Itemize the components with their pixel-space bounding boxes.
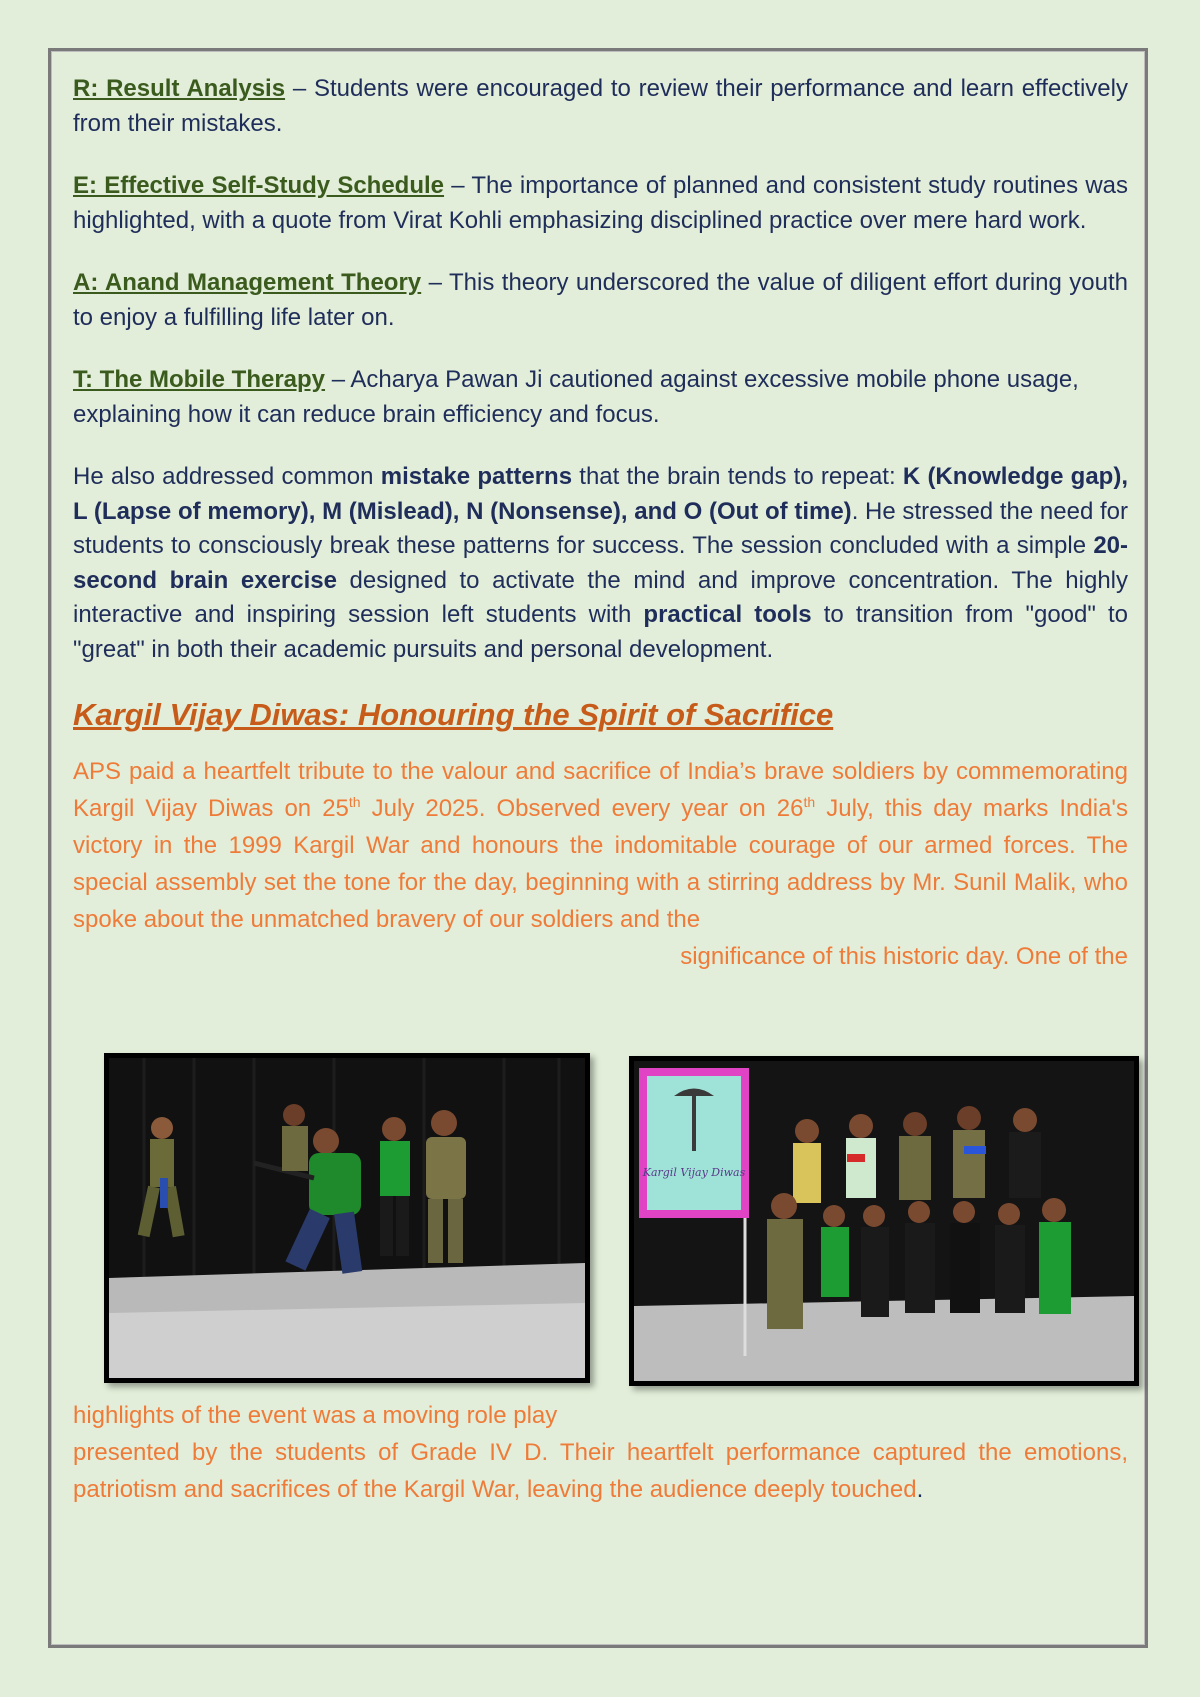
summary-text: He also addressed common bbox=[73, 463, 381, 490]
kargil-continuation bbox=[73, 1397, 1128, 1508]
section-anand-theory bbox=[73, 266, 1128, 335]
kargil-title: Kargil Vijay Diwas: Honouring the Spirit of Sacrifice bbox=[73, 697, 834, 732]
section-heading: R: Result Analysis bbox=[73, 75, 286, 102]
kargil-text: presented by the students of Grade IV D. Their heartfelt performance captured the emotions, patriotism and sacrifices of the Kargil War, leaving the audience deeply touched bbox=[73, 1439, 1128, 1503]
summary-text: to transition from "good" to "great" in both their academic pursuits and personal development. bbox=[73, 601, 1129, 663]
section-text: – Acharya Pawan Ji cautioned against excessive mobile phone usage, explaining how it can reduce brain efficiency and focus. bbox=[73, 366, 1079, 428]
kargil-text: significance of this historic day. One of the bbox=[680, 943, 1128, 970]
section-heading: A: Anand Management Theory bbox=[73, 269, 422, 296]
kargil-period: . bbox=[916, 1476, 924, 1503]
summary-text: that the brain tends to repeat: bbox=[572, 463, 903, 490]
section-text: – The importance of planned and consistent study routines was highlighted, with a quote from Virat Kohli emphasizing disciplined practice over mere hard work. bbox=[73, 172, 1129, 234]
kargil-text: July 2025. Observed every year on 26 bbox=[360, 795, 804, 822]
banner-text: Kargil Vijay Diwas bbox=[642, 1166, 746, 1179]
kargil-line bbox=[73, 1397, 1128, 1434]
kargil-text: highlights of the event was a moving role play bbox=[73, 1402, 558, 1429]
section-self-study bbox=[73, 169, 1128, 238]
main-content bbox=[73, 72, 1128, 975]
ordinal-suffix: th bbox=[348, 794, 361, 810]
photo-role-play bbox=[104, 1053, 590, 1383]
photo-group bbox=[629, 1056, 1139, 1386]
section-mobile-therapy bbox=[73, 363, 1140, 432]
kargil-text: APS paid a heartfelt tribute to the valour and sacrifice of India’s brave soldiers by commemorating Kargil Vijay Diwas on 25 bbox=[73, 758, 1128, 822]
kargil-closing bbox=[73, 1434, 1128, 1508]
summary-paragraph bbox=[73, 460, 1128, 667]
section-heading: E: Effective Self-Study Schedule bbox=[73, 172, 445, 199]
kargil-line-right bbox=[73, 938, 1128, 975]
section-text: – Students were encouraged to review their performance and learn effectively from their mistakes. bbox=[73, 75, 1128, 137]
summary-bold: 20-second brain exercise bbox=[73, 532, 1128, 594]
kargil-text: July, this day marks India's victory in the 1999 Kargil War and honours the indomitable courage of our armed forces. The special assembly set the tone for the day, beginning with a stirring address by Mr. Sunil Malik, who spoke about the unmatched bravery of our soldiers and the bbox=[73, 795, 1129, 933]
section-heading: T: The Mobile Therapy bbox=[73, 366, 326, 393]
section-result-analysis bbox=[73, 72, 1128, 141]
summary-bold: practical tools bbox=[643, 601, 812, 628]
summary-text: designed to activate the mind and improve concentration. The highly interactive and inspiring session left students with bbox=[73, 566, 1129, 628]
section-text: – This theory underscored the value of diligent effort during youth to enjoy a fulfilling life later on. bbox=[73, 269, 1129, 331]
summary-text: . He stressed the need for students to consciously break these patterns for success. The session concluded with a simple bbox=[73, 497, 1129, 559]
ordinal-suffix: th bbox=[803, 794, 816, 810]
summary-bold: mistake patterns bbox=[380, 463, 573, 490]
kargil-paragraph bbox=[73, 753, 1128, 938]
summary-bold: K (Knowledge gap), L (Lapse of memory), M (Mislead), N (Nonsense), and O (Out of time) bbox=[73, 463, 1128, 525]
